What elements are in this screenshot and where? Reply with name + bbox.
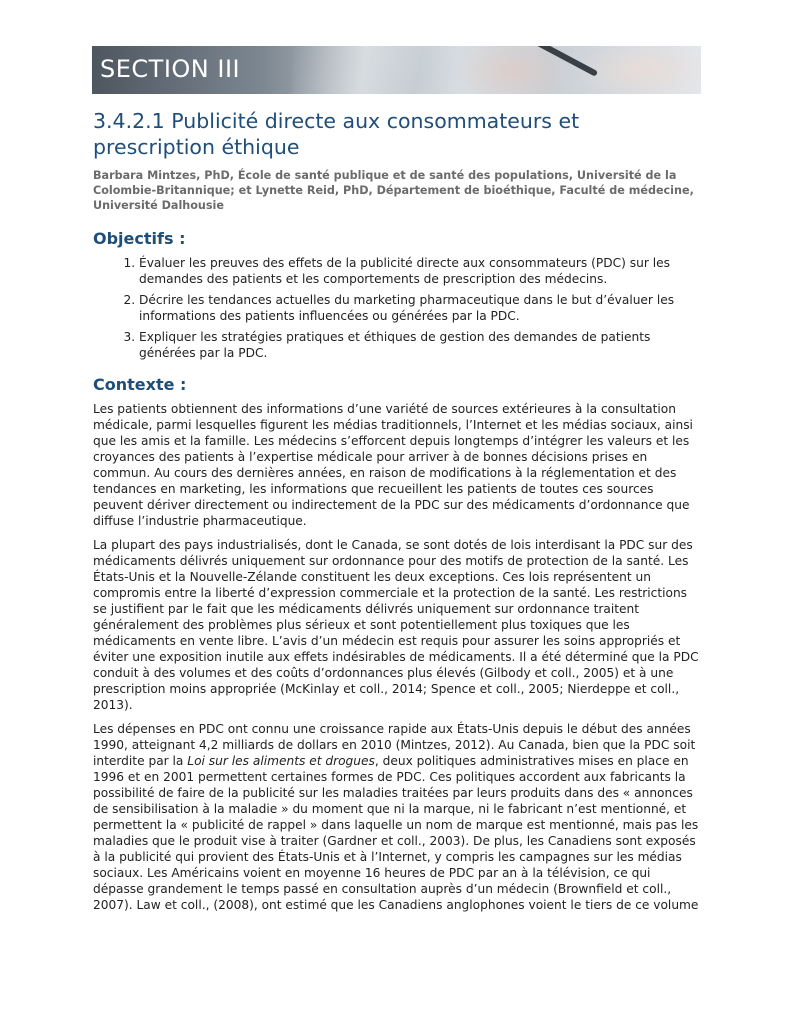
objective-item: 2. Décrire les tendances actuelles du marketing pharmaceutique dans le but d’évaluer les informations des patients influencées ou générées par la PDC. — [139, 292, 703, 324]
context-heading: Contexte : — [93, 375, 187, 394]
authors-line: Barbara Mintzes, PhD, École de santé publique et de santé des populations, Université de la Colombie-Britannique; et Lynette Reid, PhD, Département de bioéthique, Faculté de médecine, Université Dalhousie — [93, 169, 694, 212]
context-paragraph-1: Les patients obtiennent des informations d’une variété de sources extérieures à la consultation médicale, parmi lesquelles figurent les médias traditionnels, l’Internet et les médias sociaux, ainsi que les amis et la famille. Les médecins s’efforcent depuis longtemps d’intégrer les valeurs et les croyances des patients à l’expertise médicale pour arriver à de bonnes décisions prises en commun. Au cours des dernières années, en raison de modifications à la réglementation et des tendances en marketing, les informations que recueillent les patients de toutes ces sources peuvent dériver directement ou indirectement de la PDC sur des médicaments d’ordonnance que diffuse l’industrie pharmaceutique. — [93, 402, 693, 528]
context-paragraph-2: La plupart des pays industrialisés, dont le Canada, se sont dotés de lois interdisant la PDC sur des médicaments délivrés uniquement sur ordonnance pour des motifs de protection de la santé. Les États-Unis et la Nouvelle-Zélande constituent les deux exceptions. Ces lois représentent un compromis entre la liberté d’expression commerciale et la protection de la santé. Les restrictions se justifient par le fait que les médicaments délivrés uniquement sur ordonnance traitent généralement des problèmes plus sérieux et sont potentiellement plus toxiques que les médicaments en vente libre. L’avis d’un médecin est requis pour assurer les soins appropriés et éviter une exposition inutile aux effets indésirables de médicaments. Il a été déterminé que la PDC conduit à des volumes et des coûts d’ordonnances plus élevés (Gilbody et coll., 2005) et à une prescription moins appropriée (McKinlay et coll., 2014; Spence et coll., 2005; Nierdeppe et coll., 2013). — [93, 538, 699, 712]
paragraph-3-text-start: Les dépenses en PDC ont connu une croissance rapide aux États-Unis depuis le début des années 1990, atteignant 4,2 milliards de dollars en 2010 (Mintzes, 2012). Au Canada, bien que la PDC soit interdite par la — [93, 722, 696, 768]
document-title: 3.4.2.1 Publicité directe aux consommateurs et prescription éthique — [93, 109, 580, 159]
paragraph-3-text-end: , deux politiques administratives mises en place en 1996 et en 2001 permettent certaines formes de PDC. Ces politiques accordent aux fabricants la possibilité de faire de la publicité sur les maladies traitées par leurs produits dans des « annonces de sensibilisation à la maladie » du moment que ni la marque, ni le fabricant n’est mentionné, et permettent la « publicité de rappel » dans laquelle un nom de marque est mentionné, mais pas les maladies que le produit vise à traiter (Gardner et coll., 2003). De plus, les Canadiens sont exposés à la publicité qui provient des États-Unis et à l’Internet, y compris les campagnes sur les médias sociaux. Les Américains voient en moyenne 16 heures de PDC par an à la télévision, ce qui dépasse grandement le temps passé en consultation auprès d’un médecin (Brownfield et coll., 2007). Law et coll., (2008), ont estimé que les Canadiens anglophones voient le tiers de ce volume — [93, 754, 699, 912]
section-banner — [92, 46, 701, 94]
law-title: Loi sur les aliments et drogues — [187, 754, 375, 768]
section-title: SECTION III — [100, 55, 241, 83]
objectives-heading: Objectifs : — [93, 229, 186, 248]
objective-item: 1. Évaluer les preuves des effets de la publicité directe aux consommateurs (PDC) sur les demandes des patients et les comportements de prescription des médecins. — [139, 255, 703, 287]
document-body — [93, 108, 703, 913]
context-paragraph-3 — [93, 721, 703, 913]
objectives-list — [93, 255, 703, 361]
objective-item: 3. Expliquer les stratégies pratiques et éthiques de gestion des demandes de patients générées par la PDC. — [139, 329, 703, 361]
banner-photo-highlight — [292, 46, 472, 94]
